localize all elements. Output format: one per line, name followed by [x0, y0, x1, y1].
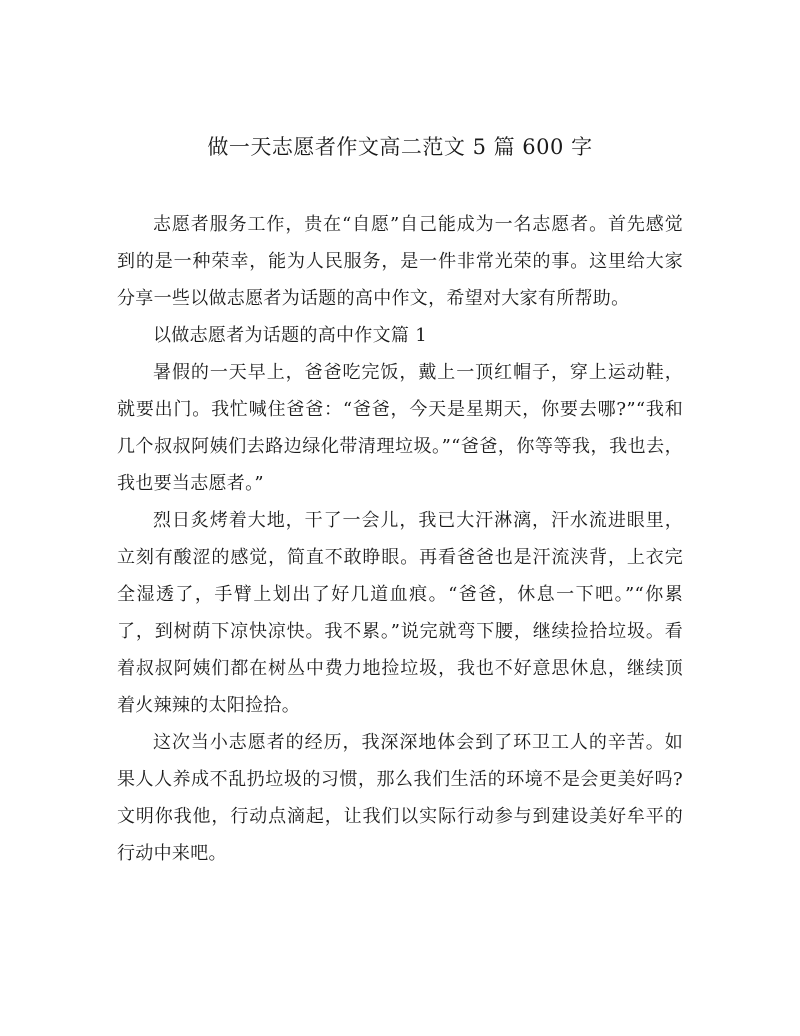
document-title: 做一天志愿者作文高二范文 5 篇 600 字 — [207, 135, 593, 159]
essay-paragraph-1: 暑假的一天早上，爸爸吃完饭，戴上一顶红帽子，穿上运动鞋，就要出门。我忙喊住爸爸：“爸爸，今天是星期天，你要去哪?”“我和几个叔叔阿姨们去路边绿化带清理垃圾。”“爸爸，你等等我，我也去，我也要当志愿者。” — [117, 362, 683, 494]
document-body — [117, 206, 683, 872]
essay-paragraph-3: 这次当小志愿者的经历，我深深地体会到了环卫工人的辛苦。如果人人养成不乱扔垃圾的习惯，那么我们生活的环境不是会更美好吗?文明你我他，行动点滴起，让我们以实际行动参与到建设美好牟平的行动中来吧。 — [117, 732, 683, 864]
essay-heading: 以做志愿者为话题的高中作文篇 1 — [153, 325, 427, 346]
essay-paragraph-2: 烈日炙烤着大地，干了一会儿，我已大汗淋漓，汗水流进眼里，立刻有酸涩的感觉，简直不敢睁眼。再看爸爸也是汗流浃背，上衣完全湿透了，手臂上划出了好几道血痕。“爸爸，休息一下吧。”“你累了，到树荫下凉快凉快。我不累。”说完就弯下腰，继续捡拾垃圾。看着叔叔阿姨们都在树丛中费力地捡垃圾，我也不好意思休息，继续顶着火辣辣的太阳捡拾。 — [117, 510, 683, 716]
intro-paragraph: 志愿者服务工作，贵在“自愿”自己能成为一名志愿者。首先感觉到的是一种荣幸，能为人民服务，是一件非常光荣的事。这里给大家分享一些以做志愿者为话题的高中作文，希望对大家有所帮助。 — [117, 214, 683, 309]
